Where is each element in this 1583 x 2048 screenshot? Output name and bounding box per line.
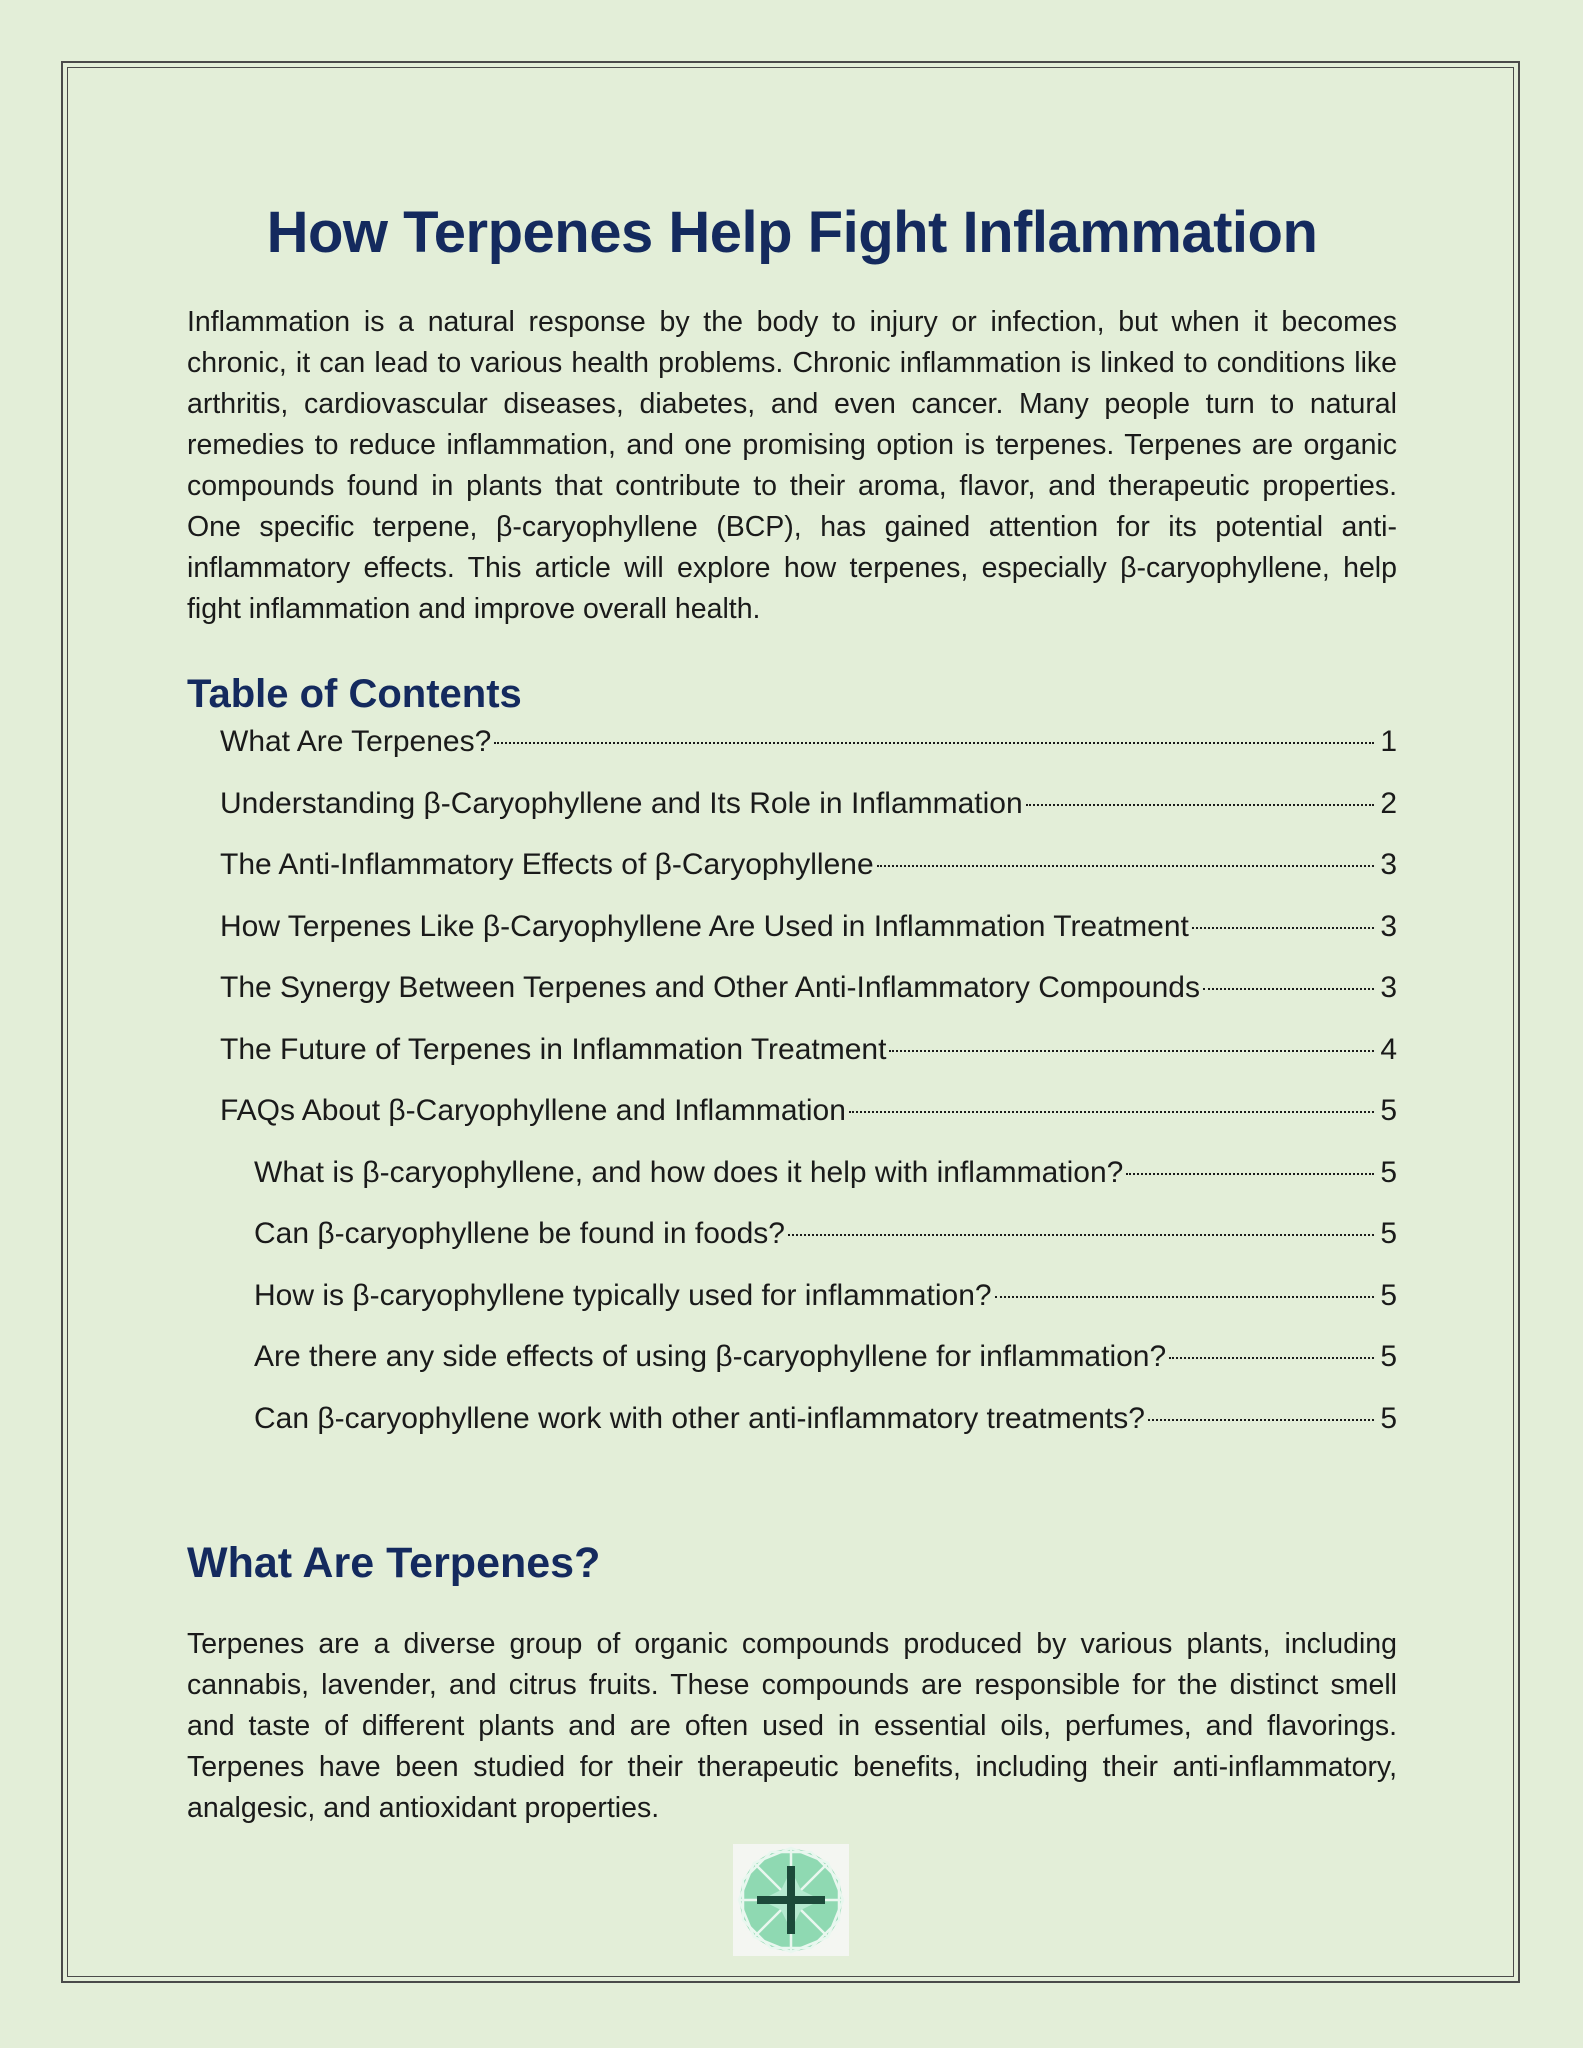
toc-entry-title: The Future of Terpenes in Inflammation Treatment (220, 1032, 887, 1066)
toc-entry[interactable] (220, 907, 1397, 947)
toc-page-number: 1 (1380, 725, 1397, 758)
toc-entry[interactable] (220, 784, 1397, 824)
toc-heading: Table of Contents (187, 672, 522, 716)
toc-entry-title: How is β-caryophyllene typically used for inflammation? (254, 1278, 992, 1312)
toc-entry-title: Can β-caryophyllene work with other anti-inflammatory treatments? (254, 1401, 1145, 1435)
toc-entry[interactable] (254, 1153, 1397, 1193)
toc-dot-leader (1148, 1419, 1374, 1421)
toc-dot-leader (1026, 804, 1375, 806)
toc-dot-leader (788, 1234, 1374, 1236)
toc-dot-leader (849, 1111, 1374, 1113)
toc-dot-leader (889, 1050, 1374, 1052)
toc-entry[interactable] (220, 1091, 1397, 1131)
green-cross-logo-icon (733, 1844, 849, 1956)
page-title: How Terpenes Help Fight Inflammation (266, 200, 1318, 265)
toc-page-number: 5 (1380, 1094, 1397, 1127)
toc-page-number: 3 (1380, 909, 1397, 943)
toc-entry-title: FAQs About β-Caryophyllene and Inflammation (220, 1094, 846, 1127)
toc-page-number: 4 (1380, 1032, 1397, 1066)
toc-dot-leader (1192, 927, 1374, 929)
toc-entry-title: Understanding β-Caryophyllene and Its Role in Inflammation (220, 786, 1023, 820)
toc-page-number: 5 (1380, 1340, 1397, 1373)
section-heading: What Are Terpenes? (187, 1539, 601, 1587)
toc-entry-title: What is β-caryophyllene, and how does it help with inflammation? (254, 1155, 1124, 1189)
toc-dot-leader (877, 865, 1375, 867)
toc-entry-title: The Synergy Between Terpenes and Other Anti-Inflammatory Compounds (220, 971, 1200, 1004)
toc-entry-title: What Are Terpenes? (220, 725, 492, 758)
toc-dot-leader (494, 742, 1374, 744)
toc-entry[interactable] (254, 1337, 1397, 1377)
toc-page-number: 3 (1380, 848, 1397, 881)
toc-page-number: 5 (1380, 1217, 1397, 1250)
toc-page-number: 5 (1380, 1155, 1397, 1189)
toc-page-number: 5 (1380, 1401, 1397, 1435)
intro-paragraph: Inflammation is a natural response by the body to injury or infection, but when it becomes chronic, it can lead to various health problems. Chronic inflammation is linked to conditions like arthritis, cardiovascular diseases, diabetes, and even cancer. Many people turn to natural remedies to reduce inflammation, and one promising option is terpenes. Terpenes are organic compounds found in plants that contribute to their aroma, flavor, and therapeutic properties. One specific terpene, β-caryophyllene (BCP), has gained attention for its potential anti-inflammatory effects. This article will explore how terpenes, especially β-caryophyllene, help fight inflammation and improve overall health. (187, 306, 1397, 625)
toc-entry[interactable] (220, 1030, 1397, 1070)
toc-page-number: 5 (1380, 1278, 1397, 1312)
toc-entry[interactable] (254, 1276, 1397, 1316)
toc-entry[interactable] (220, 845, 1397, 885)
section-paragraph: Terpenes are a diverse group of organic compounds produced by various plants, including cannabis, lavender, and citrus fruits. These compounds are responsible for the distinct smell and taste of different plants and are often used in essential oils, perfumes, and flavorings. Terpenes have been studied for their therapeutic benefits, including their anti-inflammatory, analgesic, and antioxidant properties. (187, 1628, 1397, 1824)
toc-page-number: 3 (1380, 971, 1397, 1004)
toc-dot-leader (1169, 1357, 1374, 1359)
toc-entry[interactable] (254, 1399, 1397, 1439)
toc-entry[interactable] (254, 1214, 1397, 1254)
toc-entry[interactable] (220, 968, 1397, 1008)
toc-entry-title: Are there any side effects of using β-caryophyllene for inflammation? (254, 1340, 1167, 1373)
toc-entry-title: How Terpenes Like β-Caryophyllene Are Used in Inflammation Treatment (220, 909, 1189, 943)
toc-entry[interactable] (220, 722, 1397, 762)
toc-dot-leader (995, 1296, 1375, 1298)
toc-dot-leader (1203, 988, 1374, 990)
toc-entry-title: The Anti-Inflammatory Effects of β-Caryophyllene (220, 848, 874, 881)
toc-page-number: 2 (1380, 786, 1397, 820)
toc-entry-title: Can β-caryophyllene be found in foods? (254, 1217, 785, 1250)
toc-dot-leader (1126, 1173, 1374, 1175)
